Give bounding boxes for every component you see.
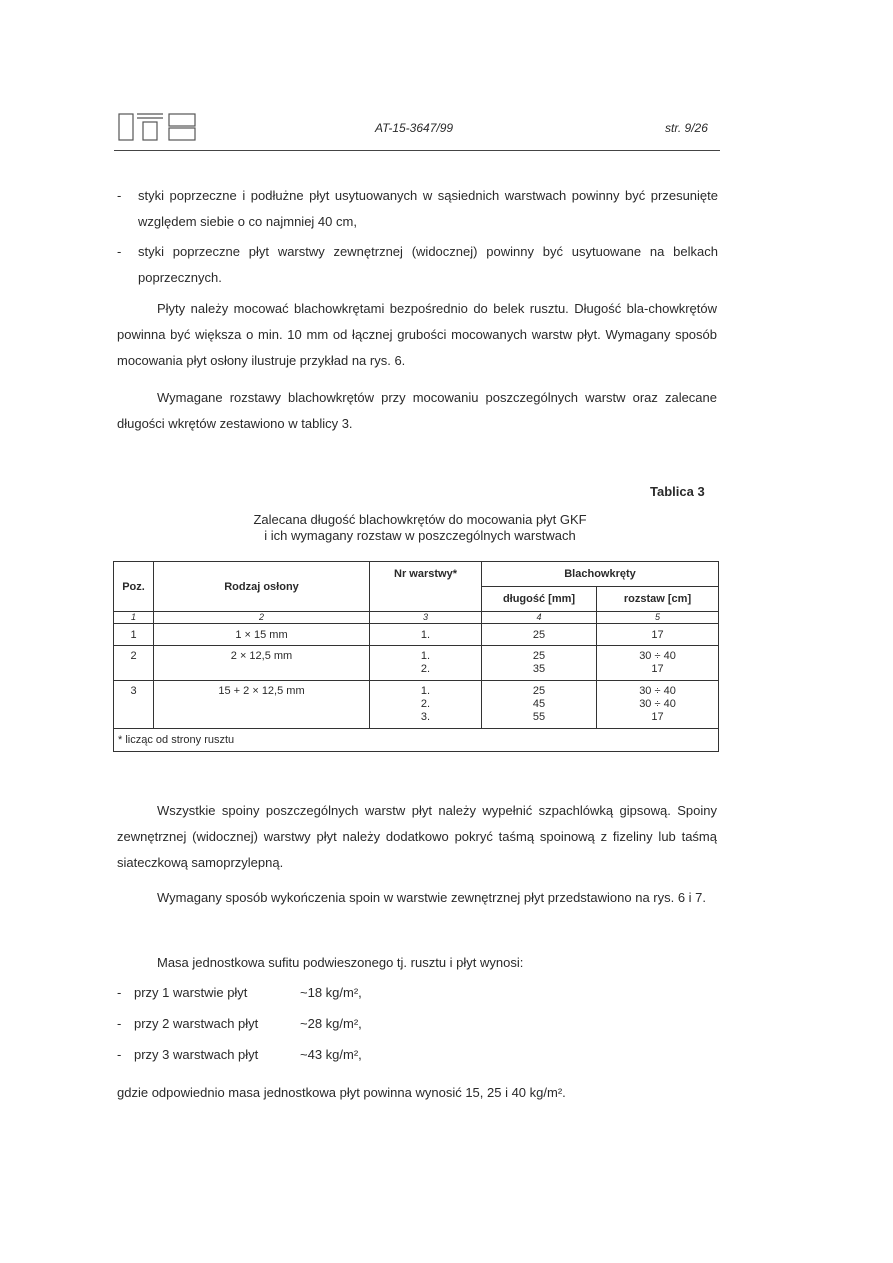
- table-row: [114, 646, 719, 681]
- screw-table: [113, 561, 719, 752]
- mass-label: przy 2 warstwach płyt: [134, 1016, 259, 1031]
- header-divider: [114, 150, 720, 151]
- cell-poz: 1: [114, 624, 154, 646]
- mass-value: ~28 kg/m²,: [300, 1016, 362, 1031]
- bullet-item: styki poprzeczne płyt warstwy zewnętrznej (widocznej) powinny być usytuowane na belkach poprzecznych.: [138, 244, 718, 285]
- cell-dlugosc: 25 45 55: [482, 681, 597, 729]
- column-number: 3: [370, 612, 482, 624]
- cell-rodzaj: 15 + 2 × 12,5 mm: [154, 681, 370, 729]
- column-number: 4: [482, 612, 597, 624]
- paragraph-joints: Wszystkie spoiny poszczególnych warstw płyt należy wypełnić szpachlówką gipsową. Spoiny zewnętrznej (widocznej) warstwy płyt należy dodatkowo pokryć taśmą spoinową z fizeliny lub taśmą siateczkową samoprzylepną.: [117, 803, 717, 870]
- table-label: Tablica 3: [650, 484, 705, 499]
- cell-rodzaj: 2 × 12,5 mm: [154, 646, 370, 681]
- paragraph-mass: Masa jednostkowa sufitu podwieszonego tj. rusztu i płyt wynosi:: [157, 955, 524, 970]
- cell-nr: 1.: [370, 624, 482, 646]
- mass-label: przy 3 warstwach płyt: [134, 1047, 259, 1062]
- cell-rodzaj: 1 × 15 mm: [154, 624, 370, 646]
- list-dash: -: [117, 1016, 122, 1031]
- header-rodzaj: Rodzaj osłony: [154, 562, 370, 612]
- cell-rozstaw: 30 ÷ 40 30 ÷ 40 17: [597, 681, 719, 729]
- header-rozstaw: rozstaw [cm]: [597, 587, 719, 612]
- list-dash: -: [117, 1047, 122, 1062]
- cell-rozstaw: 30 ÷ 40 17: [597, 646, 719, 681]
- bullet-item: styki poprzeczne i podłużne płyt usytuowanych w sąsiednich warstwach powinny być przesunięte względem siebie o co najmniej 40 cm,: [138, 188, 718, 229]
- cell-nr: 1. 2.: [370, 646, 482, 681]
- cell-dlugosc: 25 35: [482, 646, 597, 681]
- cell-poz: 3: [114, 681, 154, 729]
- cell-nr: 1. 2. 3.: [370, 681, 482, 729]
- mass-value: ~18 kg/m²,: [300, 985, 362, 1000]
- paragraph-spacing: Wymagane rozstawy blachowkrętów przy mocowaniu poszczególnych warstw oraz zalecane długości wkrętów zestawiono w tablicy 3.: [117, 390, 717, 431]
- table-footnote: * licząc od strony rusztu: [114, 729, 719, 752]
- bullet-dash: -: [117, 244, 122, 259]
- mass-label: przy 1 warstwie płyt: [134, 985, 248, 1000]
- cell-poz: 2: [114, 646, 154, 681]
- cell-dlugosc: 25: [482, 624, 597, 646]
- column-number: 2: [154, 612, 370, 624]
- paragraph-mounting: Płyty należy mocować blachowkrętami bezpośrednio do belek rusztu. Długość bla-chowkrętów powinna być większa o min. 10 mm od łącznej grubości mocowanych warstw płyt. Wymagany sposób mocowania płyt osłony ilustruje przykład na rys. 6.: [117, 301, 717, 368]
- column-number: 5: [597, 612, 719, 624]
- list-dash: -: [117, 985, 122, 1000]
- paragraph-plate-mass: gdzie odpowiednio masa jednostkowa płyt powinna wynosić 15, 25 i 40 kg/m².: [117, 1085, 566, 1100]
- itb-logo: [117, 112, 197, 142]
- document-number: AT-15-3647/99: [375, 121, 454, 135]
- table-caption-line2: i ich wymagany rozstaw w poszczególnych warstwach: [264, 528, 576, 543]
- table-row: [114, 624, 719, 646]
- cell-rozstaw: 17: [597, 624, 719, 646]
- page-number: str. 9/26: [665, 121, 708, 135]
- mass-value: ~43 kg/m²,: [300, 1047, 362, 1062]
- bullet-dash: -: [117, 188, 122, 203]
- table-row: [114, 681, 719, 729]
- header-poz: Poz.: [114, 562, 154, 612]
- paragraph-finishing: Wymagany sposób wykończenia spoin w warstwie zewnętrznej płyt przedstawiono na rys. 6 i 7.: [157, 890, 707, 905]
- header-nr: Nr warstwy*: [370, 562, 482, 612]
- table-caption-line1: Zalecana długość blachowkrętów do mocowania płyt GKF: [253, 512, 587, 527]
- header-blachowkrety: Blachowkręty: [482, 562, 719, 587]
- column-number: 1: [114, 612, 154, 624]
- header-dlugosc: długość [mm]: [482, 587, 597, 612]
